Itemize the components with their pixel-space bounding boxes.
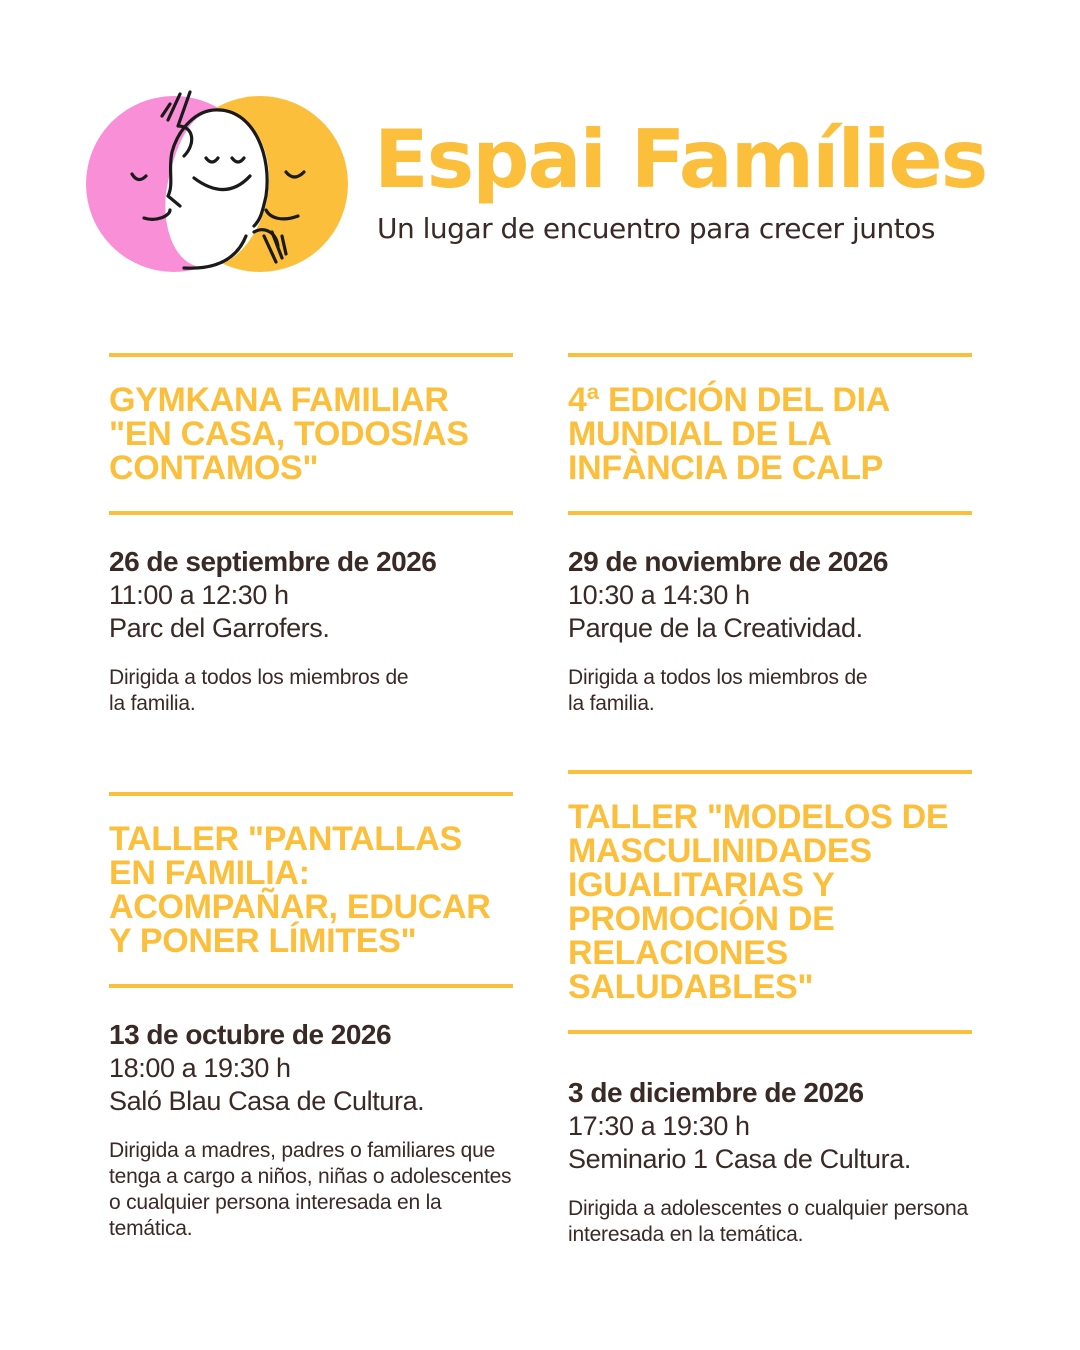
event-place: Parque de la Creatividad. [568,613,863,643]
event-description: Dirigida a madres, padres o familiares que tenga a cargo a niños, niñas o adolescentes o cualquier persona interesada en la temática. [109,1139,512,1240]
event-date: 3 de diciembre de 2026 [568,1077,864,1108]
event-card [568,770,972,1248]
event-card [109,353,513,717]
divider [568,511,972,515]
event-date: 29 de noviembre de 2026 [568,546,889,577]
page-subtitle: Un lugar de encuentro para crecer juntos [377,212,935,245]
event-date: 26 de septiembre de 2026 [109,546,437,577]
event-place: Parc del Garrofers. [109,613,330,643]
event-card [109,792,513,1242]
divider [568,353,972,357]
divider [109,353,513,357]
page-title: Espai Famílies [374,113,987,206]
event-place: Seminario 1 Casa de Cultura. [568,1144,911,1174]
event-time: 17:30 a 19:30 h [568,1111,750,1141]
divider [568,770,972,774]
divider [109,984,513,988]
event-title: TALLER "MODELOS DE MASCULINIDADES IGUALITARIAS Y PROMOCIÓN DE RELACIONES SALUDABLES" [568,798,949,1006]
divider [568,1030,972,1034]
divider [109,792,513,796]
event-description: Dirigida a todos los miembros de la familia. [568,666,868,715]
event-date: 13 de octubre de 2026 [109,1019,392,1050]
event-description: Dirigida a adolescentes o cualquier persona interesada en la temática. [568,1197,968,1246]
two-faces-embracing-icon [86,86,354,282]
divider [109,511,513,515]
event-time: 10:30 a 14:30 h [568,580,750,610]
event-title: 4ª EDICIÓN DEL DIA MUNDIAL DE LA INFÀNCIA DE CALP [568,381,889,487]
event-description: Dirigida a todos los miembros de la familia. [109,666,409,715]
event-title: GYMKANA FAMILIAR "EN CASA, TODOS/AS CONTAMOS" [109,381,469,487]
event-time: 11:00 a 12:30 h [109,580,289,610]
event-card [568,353,972,717]
event-time: 18:00 a 19:30 h [109,1053,291,1083]
event-title: TALLER "PANTALLAS EN FAMILIA: ACOMPAÑAR, EDUCAR Y PONER LÍMITES" [109,820,491,960]
event-place: Saló Blau Casa de Cultura. [109,1086,425,1116]
